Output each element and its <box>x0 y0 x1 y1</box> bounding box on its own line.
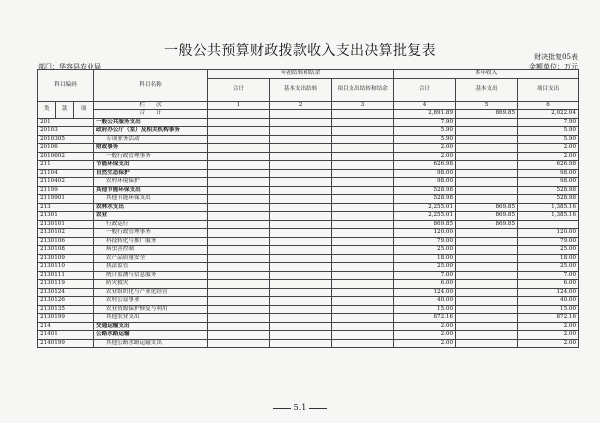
row-income-total: 2.00 <box>394 144 456 153</box>
row-start-project <box>332 135 394 144</box>
row-start-basic <box>270 254 332 263</box>
row-name: 农村公益事业 <box>94 297 208 306</box>
row-income-basic <box>456 178 518 187</box>
table-row <box>38 118 579 127</box>
row-income-project: 124.00 <box>518 288 579 297</box>
row-name: 统计监测与信息服务 <box>94 271 208 280</box>
row-income-basic <box>456 246 518 255</box>
row-start-project <box>332 263 394 272</box>
col-number-4: 4 <box>394 101 456 110</box>
row-code: 20103 <box>38 127 94 136</box>
row-income-basic <box>456 322 518 331</box>
total-label: 合 计 <box>94 110 208 119</box>
row-start-project <box>332 161 394 170</box>
row-income-project: 40.00 <box>518 297 579 306</box>
table-row <box>38 220 579 229</box>
col-number-6: 6 <box>518 101 579 110</box>
row-name: 其他节能环保支出 <box>94 186 208 195</box>
table-row <box>38 246 579 255</box>
table-row <box>38 195 579 204</box>
row-start-project <box>332 339 394 348</box>
table-row <box>38 263 579 272</box>
table-row <box>38 152 579 161</box>
row-start-project <box>332 314 394 323</box>
row-income-total: 25.00 <box>394 246 456 255</box>
row-code: 201 <box>38 118 94 127</box>
row-start-project <box>332 178 394 187</box>
row-income-total: 528.98 <box>394 195 456 204</box>
table-row <box>38 254 579 263</box>
row-income-basic <box>456 288 518 297</box>
row-start-project <box>332 288 394 297</box>
row-name: 防灾救灾 <box>94 280 208 289</box>
row-start-project <box>332 118 394 127</box>
table-row <box>38 331 579 340</box>
row-income-project: 7.90 <box>518 118 579 127</box>
row-income-project: 79.00 <box>518 237 579 246</box>
table-row <box>38 229 579 238</box>
row-name: 专项业务活动 <box>94 135 208 144</box>
row-start-total <box>208 263 270 272</box>
row-start-basic <box>270 263 332 272</box>
row-start-project <box>332 280 394 289</box>
row-income-total: 2,255.01 <box>394 212 456 221</box>
row-start-total <box>208 144 270 153</box>
header-xiang: 项 <box>74 101 94 118</box>
row-start-basic <box>270 178 332 187</box>
table-row <box>38 288 579 297</box>
row-income-basic <box>456 186 518 195</box>
row-start-project <box>332 297 394 306</box>
row-income-project: 626.98 <box>518 161 579 170</box>
row-income-basic <box>456 314 518 323</box>
header-code: 科目编码 <box>38 70 94 102</box>
row-start-basic <box>270 288 332 297</box>
row-income-basic <box>456 254 518 263</box>
row-start-total <box>208 212 270 221</box>
row-code: 2130199 <box>38 314 94 323</box>
row-income-basic <box>456 229 518 238</box>
row-start-basic <box>270 203 332 212</box>
row-income-basic <box>456 305 518 314</box>
row-income-basic <box>456 280 518 289</box>
table-row <box>38 314 579 323</box>
table-row <box>38 178 579 187</box>
row-income-project: 5.90 <box>518 127 579 136</box>
row-start-basic <box>270 305 332 314</box>
row-name: 公路水路运输 <box>94 331 208 340</box>
row-income-basic <box>456 297 518 306</box>
row-income-basic <box>456 263 518 272</box>
row-name: 交通运输支出 <box>94 322 208 331</box>
row-income-project <box>518 220 579 229</box>
row-code: 21301 <box>38 212 94 221</box>
row-income-project: 25.00 <box>518 246 579 255</box>
table-row <box>38 135 579 144</box>
row-code: 2010602 <box>38 152 94 161</box>
row-code: 213 <box>38 203 94 212</box>
header-total: 合计 <box>208 78 270 101</box>
row-code: 214 <box>38 322 94 331</box>
row-start-total <box>208 246 270 255</box>
row-name: 农业组织化与产业化经营 <box>94 288 208 297</box>
row-start-project <box>332 254 394 263</box>
table-row <box>38 186 579 195</box>
row-start-total <box>208 305 270 314</box>
row-start-project <box>332 127 394 136</box>
header-income-group: 本年收入 <box>394 70 579 79</box>
row-name: 病虫害控制 <box>94 246 208 255</box>
total-cell-1 <box>208 110 270 119</box>
row-income-basic <box>456 118 518 127</box>
row-start-total <box>208 297 270 306</box>
row-start-basic <box>270 220 332 229</box>
row-income-basic <box>456 331 518 340</box>
total-row <box>38 110 579 119</box>
row-name: 节能环保支出 <box>94 161 208 170</box>
department-label: 部门：华容县农业局 <box>38 63 101 71</box>
unit-label: 金额单位：万元 <box>529 63 578 71</box>
row-start-total <box>208 178 270 187</box>
row-code: 2130109 <box>38 254 94 263</box>
row-income-total: 869.85 <box>394 220 456 229</box>
header-row-4 <box>38 101 579 110</box>
row-start-basic <box>270 237 332 246</box>
row-name: 农业 <box>94 212 208 221</box>
col-number-1: 1 <box>208 101 270 110</box>
row-start-basic <box>270 297 332 306</box>
row-start-total <box>208 169 270 178</box>
row-start-basic <box>270 186 332 195</box>
row-income-project: 98.00 <box>518 178 579 187</box>
row-code: 2130124 <box>38 288 94 297</box>
row-start-total <box>208 322 270 331</box>
row-start-basic <box>270 118 332 127</box>
row-start-basic <box>270 314 332 323</box>
table-row <box>38 297 579 306</box>
row-start-total <box>208 118 270 127</box>
row-income-total: 2.00 <box>394 331 456 340</box>
row-income-basic: 869.85 <box>456 220 518 229</box>
budget-table <box>37 69 579 348</box>
row-start-total <box>208 254 270 263</box>
header-row-1 <box>38 70 579 79</box>
row-income-total: 124.00 <box>394 288 456 297</box>
header-name: 科目名称 <box>94 70 208 102</box>
row-start-project <box>332 195 394 204</box>
row-income-total: 98.00 <box>394 178 456 187</box>
row-start-basic <box>270 271 332 280</box>
row-start-basic <box>270 246 332 255</box>
row-income-basic <box>456 135 518 144</box>
row-income-total: 626.98 <box>394 161 456 170</box>
row-income-project: 872.16 <box>518 314 579 323</box>
row-income-project: 2.00 <box>518 144 579 153</box>
row-name: 行政运行 <box>94 220 208 229</box>
row-income-total: 79.00 <box>394 237 456 246</box>
row-income-project: 2.00 <box>518 152 579 161</box>
total-cell-6: 2,022.04 <box>518 110 579 119</box>
row-income-total: 15.00 <box>394 305 456 314</box>
row-code: 2130119 <box>38 280 94 289</box>
table-row <box>38 127 579 136</box>
row-code: 20106 <box>38 144 94 153</box>
row-income-project: 120.00 <box>518 229 579 238</box>
page-number: 5.1 <box>293 403 307 412</box>
row-start-project <box>332 203 394 212</box>
row-start-project <box>332 169 394 178</box>
row-code: 2130126 <box>38 297 94 306</box>
row-code: 2130106 <box>38 237 94 246</box>
row-income-project: 1,385.16 <box>518 203 579 212</box>
row-income-project: 528.98 <box>518 195 579 204</box>
row-start-basic <box>270 169 332 178</box>
row-start-total <box>208 161 270 170</box>
header-basic: 基本支出结转 <box>270 78 332 101</box>
row-start-basic <box>270 152 332 161</box>
table-row <box>38 161 579 170</box>
row-name: 自然生态保护 <box>94 169 208 178</box>
row-income-total: 25.00 <box>394 263 456 272</box>
footer-dash-left <box>273 408 291 409</box>
row-code: 2130101 <box>38 220 94 229</box>
row-name: 其他公路水路运输支出 <box>94 339 208 348</box>
row-income-basic <box>456 271 518 280</box>
row-income-total: 872.16 <box>394 314 456 323</box>
row-start-project <box>332 186 394 195</box>
row-income-total: 2.00 <box>394 339 456 348</box>
row-income-project: 2.00 <box>518 331 579 340</box>
row-start-basic <box>270 339 332 348</box>
col-number-5: 5 <box>456 101 518 110</box>
table-row <box>38 212 579 221</box>
total-cell-4: 2,891.89 <box>394 110 456 119</box>
table-row <box>38 271 579 280</box>
document-title: 一般公共预算财政拨款收入支出决算批复表 <box>164 43 436 59</box>
row-start-total <box>208 314 270 323</box>
row-start-total <box>208 339 270 348</box>
table-row <box>38 144 579 153</box>
row-start-total <box>208 203 270 212</box>
row-start-total <box>208 237 270 246</box>
row-start-total <box>208 331 270 340</box>
row-income-total: 40.00 <box>394 297 456 306</box>
row-start-basic <box>270 127 332 136</box>
row-start-project <box>332 305 394 314</box>
row-code: 2110402 <box>38 178 94 187</box>
header-start-group: 年初结转和结余 <box>208 70 394 79</box>
row-start-project <box>332 237 394 246</box>
table-row <box>38 203 579 212</box>
header-project: 项目支出结转和结余 <box>332 78 394 101</box>
row-start-basic <box>270 212 332 221</box>
row-income-total: 2.00 <box>394 322 456 331</box>
row-income-total: 5.90 <box>394 135 456 144</box>
row-start-total <box>208 229 270 238</box>
row-name: 一般公共服务支出 <box>94 118 208 127</box>
row-start-total <box>208 280 270 289</box>
table-row <box>38 280 579 289</box>
row-name: 其他农业支出 <box>94 314 208 323</box>
table-row <box>38 339 579 348</box>
row-income-total: 7.90 <box>394 118 456 127</box>
header-income-basic: 基本支出 <box>456 78 518 101</box>
row-income-total: 98.00 <box>394 169 456 178</box>
row-income-total: 120.00 <box>394 229 456 238</box>
row-name: 一般行政管理事务 <box>94 229 208 238</box>
page-footer <box>0 403 600 412</box>
row-income-project: 1,385.16 <box>518 212 579 221</box>
row-income-basic <box>456 339 518 348</box>
header-income-total: 合计 <box>394 78 456 101</box>
col-number-3: 3 <box>332 101 394 110</box>
row-income-project: 528.98 <box>518 186 579 195</box>
table-row <box>38 169 579 178</box>
row-start-total <box>208 195 270 204</box>
total-cell-3 <box>332 110 394 119</box>
row-name: 财政事务 <box>94 144 208 153</box>
row-income-project: 7.00 <box>518 271 579 280</box>
footer-dash-right <box>309 408 327 409</box>
row-start-total <box>208 288 270 297</box>
row-income-project: 6.00 <box>518 280 579 289</box>
row-start-project <box>332 229 394 238</box>
row-name: 一般行政管理事务 <box>94 152 208 161</box>
row-code: 21199 <box>38 186 94 195</box>
row-income-project: 98.00 <box>518 169 579 178</box>
row-income-basic <box>456 144 518 153</box>
row-start-project <box>332 212 394 221</box>
row-code: 2010305 <box>38 135 94 144</box>
row-income-basic <box>456 127 518 136</box>
table-row <box>38 305 579 314</box>
row-income-total: 6.00 <box>394 280 456 289</box>
row-start-basic <box>270 331 332 340</box>
row-code: 2140199 <box>38 339 94 348</box>
row-name: 执法监管 <box>94 263 208 272</box>
row-code: 2130135 <box>38 305 94 314</box>
form-code: 财决批复05表 <box>534 53 578 61</box>
row-start-basic <box>270 135 332 144</box>
row-income-project: 15.00 <box>518 305 579 314</box>
row-start-basic <box>270 229 332 238</box>
row-name: 科技转化与推广服务 <box>94 237 208 246</box>
row-start-total <box>208 271 270 280</box>
row-start-basic <box>270 280 332 289</box>
row-income-total: 528.98 <box>394 186 456 195</box>
row-start-total <box>208 186 270 195</box>
row-income-project: 2.00 <box>518 322 579 331</box>
total-cell-2 <box>270 110 332 119</box>
row-start-basic <box>270 144 332 153</box>
row-code: 2130108 <box>38 246 94 255</box>
row-income-basic: 869.85 <box>456 212 518 221</box>
row-start-total <box>208 220 270 229</box>
row-income-total: 18.00 <box>394 254 456 263</box>
row-income-total: 2,255.01 <box>394 203 456 212</box>
row-name: 农村环境保护 <box>94 178 208 187</box>
col-number-2: 2 <box>270 101 332 110</box>
row-code: 21104 <box>38 169 94 178</box>
header-lanci: 栏 次 <box>94 101 208 110</box>
row-income-total: 2.00 <box>394 152 456 161</box>
row-start-project <box>332 152 394 161</box>
row-income-basic <box>456 195 518 204</box>
row-income-total: 5.90 <box>394 127 456 136</box>
row-start-basic <box>270 161 332 170</box>
header-lei: 类 <box>38 101 56 118</box>
row-income-basic: 869.85 <box>456 203 518 212</box>
row-income-basic <box>456 169 518 178</box>
row-income-project: 2.00 <box>518 339 579 348</box>
header-income-project: 项目支出 <box>518 78 579 101</box>
row-start-project <box>332 246 394 255</box>
row-income-basic <box>456 152 518 161</box>
row-name: 农业资源保护修复与利用 <box>94 305 208 314</box>
row-start-project <box>332 331 394 340</box>
row-income-project: 5.90 <box>518 135 579 144</box>
row-code: 2130102 <box>38 229 94 238</box>
row-start-project <box>332 271 394 280</box>
row-code: 2130111 <box>38 271 94 280</box>
row-income-basic <box>456 161 518 170</box>
row-name: 农林水支出 <box>94 203 208 212</box>
row-name: 政府办公厅（室）及相关机构事务 <box>94 127 208 136</box>
total-cell-5: 869.85 <box>456 110 518 119</box>
header-kuan: 款 <box>56 101 74 118</box>
row-income-basic <box>456 237 518 246</box>
row-start-project <box>332 144 394 153</box>
row-income-total: 7.00 <box>394 271 456 280</box>
row-start-project <box>332 220 394 229</box>
row-name: 农产品质量安全 <box>94 254 208 263</box>
row-income-project: 18.00 <box>518 254 579 263</box>
row-code: 2130110 <box>38 263 94 272</box>
row-start-total <box>208 127 270 136</box>
row-start-total <box>208 152 270 161</box>
row-start-basic <box>270 322 332 331</box>
row-code: 211 <box>38 161 94 170</box>
row-start-total <box>208 135 270 144</box>
row-income-project: 25.00 <box>518 263 579 272</box>
table-row <box>38 237 579 246</box>
table-row <box>38 322 579 331</box>
row-code: 21401 <box>38 331 94 340</box>
row-name: 其他节能环保支出 <box>94 195 208 204</box>
row-code: 2119901 <box>38 195 94 204</box>
row-start-project <box>332 322 394 331</box>
row-start-basic <box>270 195 332 204</box>
